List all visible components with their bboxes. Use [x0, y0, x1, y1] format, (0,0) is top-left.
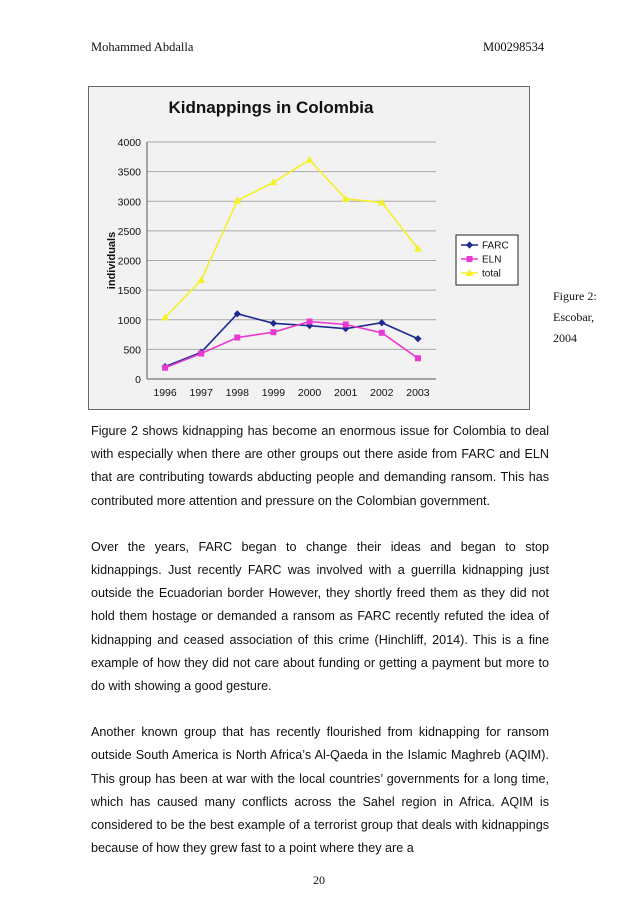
chart-figure	[88, 86, 530, 410]
data-point-eln	[162, 365, 168, 371]
y-tick-label: 1500	[117, 285, 141, 298]
x-tick-label: 2000	[297, 387, 322, 399]
header-student-id: M00298534	[483, 40, 545, 54]
y-tick-label: 4000	[117, 137, 141, 149]
legend-label-eln: ELN	[482, 254, 502, 266]
data-point-eln	[307, 319, 313, 325]
legend-label-total: total	[482, 268, 501, 280]
caption-line-2: Escobar,	[553, 310, 595, 324]
data-point-eln	[270, 329, 276, 335]
header-author: Mohammed Abdalla	[91, 40, 194, 54]
y-tick-label: 0	[135, 374, 141, 386]
y-tick-label: 2500	[117, 225, 141, 238]
body-text	[91, 420, 549, 883]
data-point-eln	[234, 335, 240, 341]
x-tick-label: 1999	[261, 387, 286, 399]
data-point-eln	[379, 330, 385, 336]
page-number: 20	[313, 873, 325, 887]
x-tick-label: 1997	[189, 387, 213, 399]
x-tick-label: 1998	[225, 387, 249, 399]
x-tick-label: 2001	[334, 387, 358, 399]
y-tick-label: 3500	[117, 166, 141, 179]
paragraph-1: Figure 2 shows kidnapping has become an enormous issue for Colombia to deal with especially when there are other groups out there aside from FARC and ELN that are contributing towards abducting people and demanding ransom. This has contributed more attention and pressure on the Colombian government.	[91, 424, 549, 508]
y-tick-label: 1000	[117, 314, 141, 327]
x-tick-label: 1996	[153, 387, 177, 399]
paragraph-3: Another known group that has recently flourished from kidnapping for ransom outside South America is North Africa’s Al-Qaeda in the Islamic Maghreb (AQIM). This group has been at war with the local countries’ governments for a long time, which has caused many conflicts across the Sahel region in Africa. AQIM is considered to be the best example of a terrorist group that deals with kidnappings because of how they grew fast to a point where they are a	[91, 725, 549, 856]
data-point-eln	[343, 321, 349, 327]
data-point-eln	[415, 355, 421, 361]
y-tick-label: 2000	[117, 255, 141, 268]
chart-title: Kidnappings in Colombia	[168, 98, 374, 117]
y-axis-label: individuals	[106, 231, 118, 290]
y-tick-label: 500	[123, 344, 141, 357]
x-tick-label: 2002	[370, 387, 394, 399]
kidnappings-line-chart	[89, 87, 529, 409]
legend-label-farc: FARC	[482, 240, 509, 252]
legend-marker-eln	[467, 256, 473, 262]
figure-caption	[553, 286, 613, 349]
caption-line-1: Figure 2:	[553, 289, 597, 303]
caption-line-3: 2004	[553, 331, 577, 345]
data-point-eln	[198, 351, 204, 357]
y-tick-label: 3000	[117, 196, 141, 209]
paragraph-2: Over the years, FARC began to change their ideas and began to stop kidnappings. Just recently FARC was involved with a guerrilla kidnapping just outside the Ecuadorian border However, they shortly freed them as they did not hold them hostage or demanded a ransom as FARC recently refuted the idea of kidnapping and ceased association of this crime (Hinchliff, 2014). This is a fine example of how they did not care about funding or getting a payment but more to do with showing a good gesture.	[91, 539, 549, 694]
x-tick-label: 2003	[406, 387, 430, 399]
